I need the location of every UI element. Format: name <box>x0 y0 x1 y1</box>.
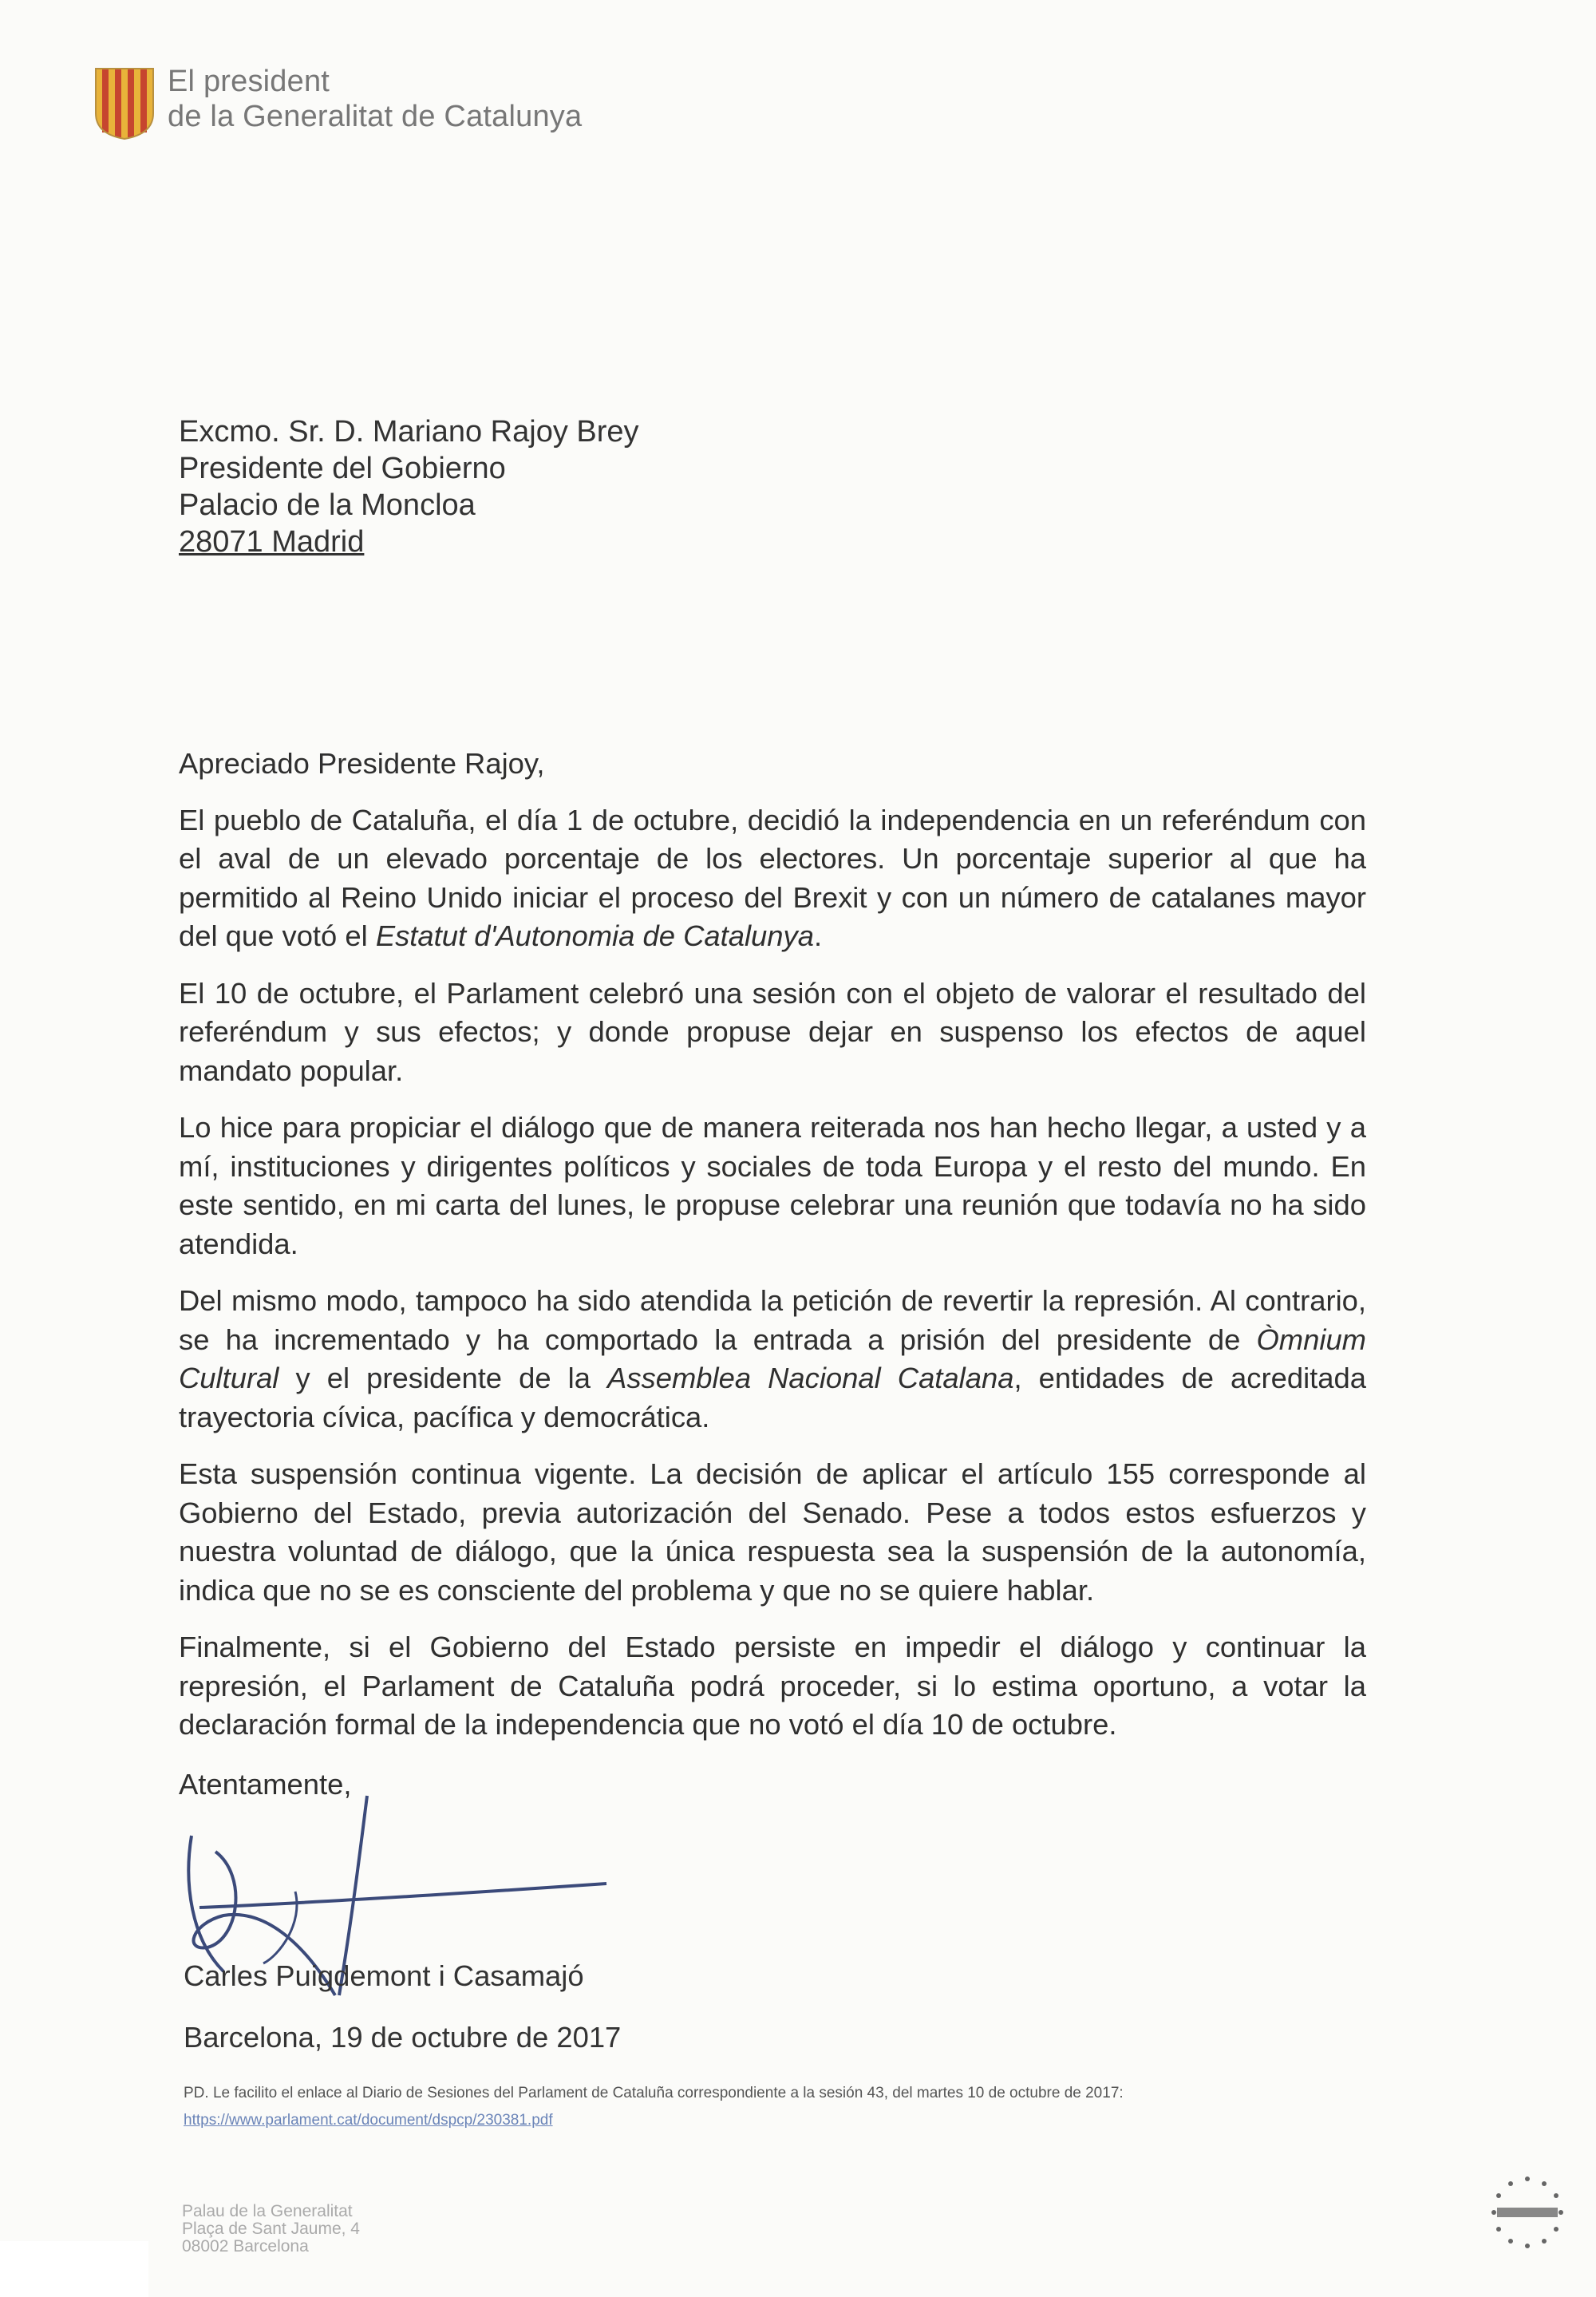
postscript-text: PD. Le facilito el enlace al Diario de Sesiones del Parlament de Cataluña correspondiente a la sesión 43, del martes 10 de octubre de 2017: <box>184 2085 1124 2101</box>
paragraph-4-italic-2: Assemblea Nacional Catalana <box>607 1362 1014 1394</box>
addressee-postcode: 28071 Madrid <box>179 525 365 559</box>
catalan-crest-logo <box>94 67 155 140</box>
paragraph-1-text: El pueblo de Cataluña, el día 1 de octubre, decidió la independencia en un referéndum con el aval de un elevado porcentaje de los electores. Un porcentaje superior al que ha permitido al Reino Unido iniciar el proceso del Brexit y con un número de catalanes mayor del que votó el <box>179 803 1366 952</box>
paragraph-1-italic: Estatut d'Autonomia de Catalunya <box>375 919 814 952</box>
addressee-name: Excmo. Sr. D. Mariano Rajoy Brey <box>179 415 639 449</box>
postscript <box>184 2080 1373 2134</box>
paragraph-6: Finalmente, si el Gobierno del Estado persiste en impedir el diálogo y continuar la represión, el Parlament de Cataluña podrá proceder, si lo estima oportuno, a votar la declaración formal de la independencia que no votó el día 10 de octubre. <box>179 1631 1366 1741</box>
letterhead-line-1: El president <box>168 65 330 98</box>
footer-line-3: 08002 Barcelona <box>182 2237 309 2255</box>
addressee-block <box>179 413 639 560</box>
postscript-link[interactable]: https://www.parlament.cat/document/dspcp/230381.pdf <box>184 2112 553 2129</box>
paragraph-5: Esta suspensión continua vigente. La decisión de aplicar el artículo 155 corresponde al Gobierno del Estado, previa autorización del Senado. Pese a todos estos esfuerzos y nuestra voluntad de diálogo, que la única respuesta sea la suspensión de la autonomía, indica que no se es consciente del problema y que no se quiere hablar. <box>179 1457 1366 1607</box>
footer-address <box>182 2203 360 2255</box>
paragraph-4-italic-1: Òmnium Cultural <box>179 1322 1366 1394</box>
addressee-title: Presidente del Gobierno <box>179 452 506 485</box>
signer-name: Carles Puigdemont i Casamajó <box>184 1959 584 1992</box>
footer-line-1: Palau de la Generalitat <box>182 2202 353 2220</box>
greeting: Apreciado Presidente Rajoy, <box>179 747 545 780</box>
paragraph-4-end: , entidades de acreditada trayectoria cívica, pacífica y democrática. <box>179 1362 1367 1433</box>
addressee-location: Palacio de la Moncloa <box>179 488 476 522</box>
closing: Atentamente, <box>179 1767 352 1801</box>
paragraph-4-middle: y el presidente de la <box>279 1362 608 1394</box>
paragraph-3: Lo hice para propiciar el diálogo que de manera reiterada nos han hecho llegar, a usted y a mí, instituciones y dirigentes políticos y sociales de toda Europa y el resto del mundo. En este sentido, en mi carta del lunes, le propuse celebrar una reunión que todavía no ha sido atendida. <box>179 1111 1366 1260</box>
letterhead <box>94 64 582 140</box>
paragraph-4 <box>179 1282 1366 1437</box>
letter-body <box>179 745 1366 1804</box>
letterhead-line-2: de la Generalitat de Catalunya <box>168 100 583 133</box>
footer-line-2: Plaça de Sant Jaume, 4 <box>182 2220 360 2238</box>
corner-patch <box>0 2241 148 2297</box>
paragraph-2: El 10 de octubre, el Parlament celebró una sesión con el objeto de valorar el resultado del referéndum y sus efectos; y donde propuse dejar en suspenso los efectos de aquel mandato popular. <box>179 976 1366 1087</box>
certification-seal-logo <box>1486 2171 1569 2254</box>
paragraph-1-end: . <box>813 919 823 952</box>
paragraph-1 <box>179 801 1366 956</box>
paragraph-4-text: Del mismo modo, tampoco ha sido atendida la petición de revertir la represión. Al contrario, se ha incrementado y ha comportado la entrada a prisión del presidente de <box>179 1284 1366 1356</box>
place-and-date: Barcelona, 19 de octubre de 2017 <box>184 2021 622 2054</box>
